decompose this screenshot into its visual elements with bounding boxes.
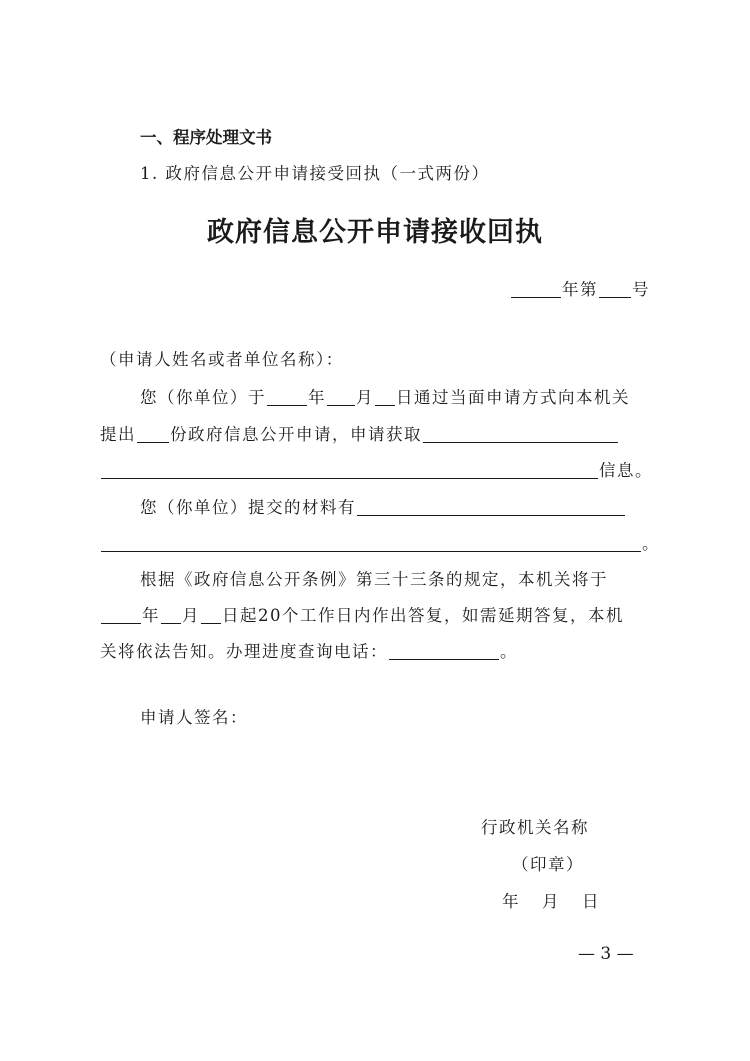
serial-number-line [510,276,650,304]
date-month-label: 月 [542,892,560,911]
materials-blank [357,497,625,516]
date-year-label: 年 [502,892,520,911]
date-day-blank [375,387,395,406]
copies-blank [137,424,169,443]
year-blank [511,279,561,298]
para3-line3 [100,638,518,666]
para3-year-text: 年 [142,606,160,625]
date-month-blank [327,387,355,406]
section-heading: 一、程序处理文书 [140,128,272,147]
requested-info-blank-cont [101,460,598,479]
reply-day-blank [201,605,221,624]
seal-label: （印章） [512,855,584,874]
para1-submit-text: 提出 [100,425,136,444]
signature-label: 申请人签名： [140,708,248,727]
para2-line2 [100,530,660,558]
signing-date [502,888,600,916]
page-number: — 3 — [578,944,634,964]
para1-day-text: 日通过当面申请方式向本机关 [396,388,630,407]
para1-line3 [100,457,653,485]
materials-blank-cont [101,533,641,552]
document-title: 政府信息公开申请接收回执 [207,217,543,248]
para1-info-end-text: 信息。 [599,461,653,480]
para2-line1 [140,494,626,522]
para1-year-text: 年 [308,388,326,407]
para1-month-text: 月 [356,388,374,407]
serial-number-label: 号 [632,280,650,299]
para1-you-text: 您（你单位）于 [140,388,266,407]
item-heading: 1. 政府信息公开申请接受回执（一式两份） [140,164,490,183]
para3-line2 [100,602,624,630]
number-blank [599,279,631,298]
applicant-name-line: （申请人姓名或者单位名称）： [100,350,344,369]
para3-line1: 根据《政府信息公开条例》第三十三条的规定，本机关将于 [140,570,608,589]
para2-end-text: 。 [642,534,660,553]
agency-name: 行政机关名称 [481,818,589,837]
para3-notify-text: 关将依法告知。办理进度查询电话： [100,642,388,661]
serial-year-label: 年第 [562,280,598,299]
para1-line2 [100,421,619,449]
para3-days-text: 日起20个工作日内作出答复，如需延期答复，本机 [222,606,624,625]
requested-info-blank [423,424,618,443]
para1-copies-text: 份政府信息公开申请，申请获取 [170,425,422,444]
para3-end-text: 。 [500,642,518,661]
para2-materials-text: 您（你单位）提交的材料有 [140,498,356,517]
date-day-label: 日 [582,892,600,911]
para3-month-text: 月 [182,606,200,625]
para1-line1 [140,384,630,412]
phone-blank [389,641,499,660]
reply-year-blank [101,605,141,624]
reply-month-blank [161,605,181,624]
date-year-blank [267,387,307,406]
